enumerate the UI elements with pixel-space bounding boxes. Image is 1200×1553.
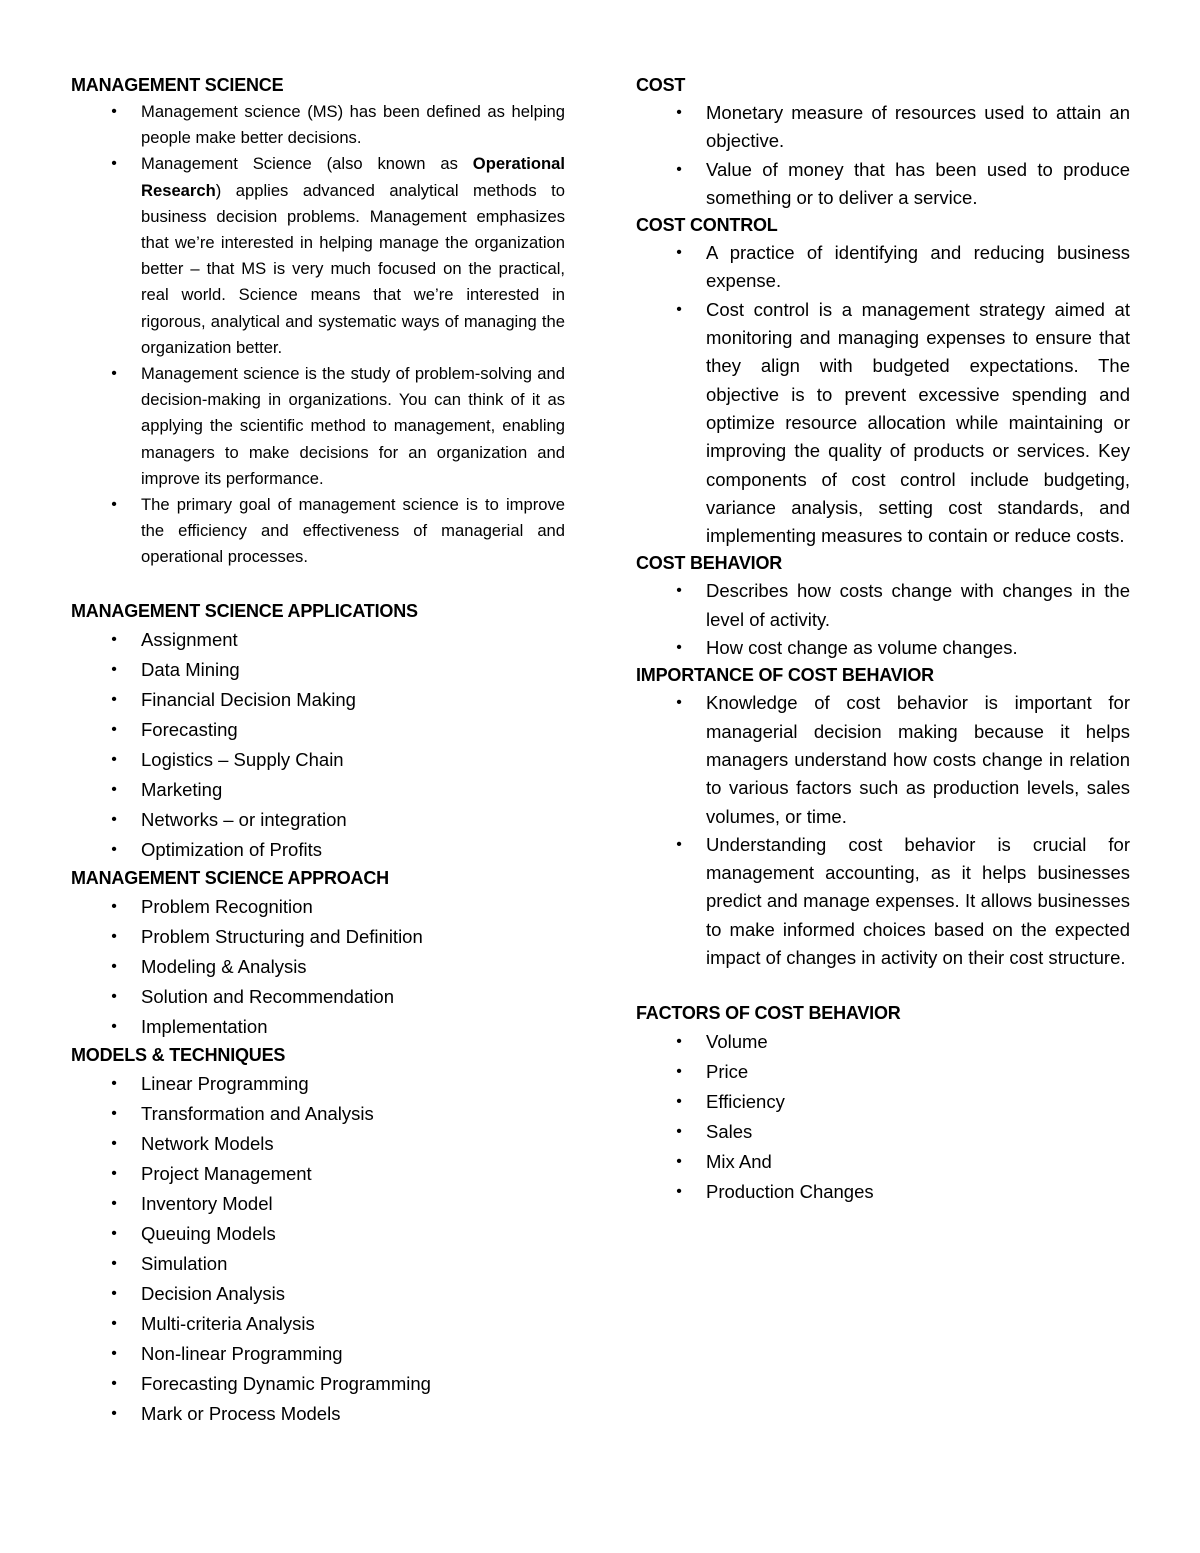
list-item: • Price xyxy=(636,1057,1130,1087)
list-item: • Linear Programming xyxy=(71,1069,565,1099)
left-column xyxy=(71,72,565,1429)
heading-cost-control: COST CONTROL xyxy=(636,215,778,236)
list-item: • Queuing Models xyxy=(71,1219,565,1249)
bullet-icon: • xyxy=(111,897,117,915)
list-item: • Production Changes xyxy=(636,1177,1130,1207)
list-item: • Forecasting Dynamic Programming xyxy=(71,1369,565,1399)
bullet-icon: • xyxy=(676,160,682,178)
list-item: • Describes how costs change with changes in the level of activity. xyxy=(636,577,1130,634)
list-item: • Forecasting xyxy=(71,715,565,745)
applications-list xyxy=(71,625,565,865)
bullet-icon: • xyxy=(676,1063,682,1081)
bullet-icon: • xyxy=(676,582,682,600)
list-item: • Implementation xyxy=(71,1012,565,1042)
bullet-icon: • xyxy=(111,987,117,1005)
bullet-icon: • xyxy=(111,1074,117,1092)
heading-importance: IMPORTANCE OF COST BEHAVIOR xyxy=(636,665,934,686)
bullet-icon: • xyxy=(111,1104,117,1122)
list-item: • Mix And xyxy=(636,1147,1130,1177)
list-item: • Optimization of Profits xyxy=(71,835,565,865)
list-item: • Data Mining xyxy=(71,655,565,685)
bullet-icon: • xyxy=(676,1093,682,1111)
list-item: • Project Management xyxy=(71,1159,565,1189)
bullet-icon: • xyxy=(111,1314,117,1332)
heading-cost: COST xyxy=(636,75,686,95)
bullet-icon: • xyxy=(676,300,682,318)
list-item: • Non-linear Programming xyxy=(71,1339,565,1369)
list-item: • Modeling & Analysis xyxy=(71,952,565,982)
bullet-icon: • xyxy=(111,660,117,678)
heading-management-science: MANAGEMENT SCIENCE xyxy=(71,75,284,95)
bullet-icon: • xyxy=(111,155,117,173)
bullet-icon: • xyxy=(111,1254,117,1272)
heading-models: MODELS & TECHNIQUES xyxy=(71,1044,286,1065)
bullet-icon: • xyxy=(111,840,117,858)
list-item: • Networks – or integration xyxy=(71,805,565,835)
right-column xyxy=(636,72,1130,1207)
list-item: • Understanding cost behavior is crucial for management accounting, as it helps businesses predict and manage expenses. It allows businesses to make informed choices based on the expected impact of changes in activity on their cost structure. xyxy=(636,831,1130,972)
list-item: • Network Models xyxy=(71,1129,565,1159)
list-item: • Multi-criteria Analysis xyxy=(71,1309,565,1339)
models-list xyxy=(71,1069,565,1429)
bullet-icon: • xyxy=(111,690,117,708)
heading-applications: MANAGEMENT SCIENCE APPLICATIONS xyxy=(71,600,418,621)
bullet-icon: • xyxy=(676,1033,682,1051)
list-item: • Management science (MS) has been defined as helping people make better decisions. xyxy=(71,99,565,151)
list-item: • Solution and Recommendation xyxy=(71,982,565,1012)
bullet-icon: • xyxy=(676,1183,682,1201)
list-item: • Efficiency xyxy=(636,1087,1130,1117)
list-item: • Decision Analysis xyxy=(71,1279,565,1309)
bold-term: Operational Research xyxy=(141,154,565,200)
bullet-icon: • xyxy=(111,927,117,945)
bullet-icon: • xyxy=(111,1374,117,1392)
bullet-icon: • xyxy=(676,1153,682,1171)
bullet-icon: • xyxy=(111,1224,117,1242)
bullet-icon: • xyxy=(676,835,682,853)
list-item: • Inventory Model xyxy=(71,1189,565,1219)
approach-list xyxy=(71,892,565,1042)
bullet-icon: • xyxy=(111,630,117,648)
factors-list xyxy=(636,1027,1130,1207)
list-item: • Problem Recognition xyxy=(71,892,565,922)
bullet-icon: • xyxy=(111,365,117,383)
bullet-icon: • xyxy=(111,1284,117,1302)
bullet-icon: • xyxy=(111,1404,117,1422)
list-item: • Management science is the study of problem-solving and decision-making in organizations. You can think of it as applying the scientific method to management, enabling managers to make decisions for an organization and improve its performance. xyxy=(71,361,565,492)
cost-behavior-list xyxy=(636,577,1130,662)
list-item: • Logistics – Supply Chain xyxy=(71,745,565,775)
bullet-icon: • xyxy=(111,1017,117,1035)
heading-approach: MANAGEMENT SCIENCE APPROACH xyxy=(71,867,389,888)
heading-cost-behavior: COST BEHAVIOR xyxy=(636,553,783,574)
bullet-icon: • xyxy=(111,780,117,798)
list-item: • Management Science (also known as Operational Research) applies advanced analytical methods to business decision problems. Management emphasizes that we’re interested in helping manage the organization better – that MS is very much focused on the practical, real world. Science means that we’re interested in rigorous, analytical and systematic ways of managing the organization better. xyxy=(71,151,565,361)
list-item: • Simulation xyxy=(71,1249,565,1279)
bullet-icon: • xyxy=(111,957,117,975)
heading-factors: FACTORS OF COST BEHAVIOR xyxy=(636,1003,901,1024)
management-science-list xyxy=(71,99,565,571)
list-item: • Financial Decision Making xyxy=(71,685,565,715)
bullet-icon: • xyxy=(111,750,117,768)
cost-control-list xyxy=(636,239,1130,550)
cost-list xyxy=(636,99,1130,212)
list-item: • Knowledge of cost behavior is important for managerial decision making because it helps managers understand how costs change in relation to various factors such as production levels, sales volumes, or time. xyxy=(636,689,1130,830)
bullet-icon: • xyxy=(111,103,117,120)
bullet-icon: • xyxy=(676,694,682,712)
list-item: • Problem Structuring and Definition xyxy=(71,922,565,952)
bullet-icon: • xyxy=(676,1123,682,1141)
list-item: • Marketing xyxy=(71,775,565,805)
bullet-icon: • xyxy=(111,1134,117,1152)
bullet-icon: • xyxy=(111,720,117,738)
bullet-icon: • xyxy=(111,1344,117,1362)
list-item: • Mark or Process Models xyxy=(71,1399,565,1429)
list-item: • The primary goal of management science is to improve the efficiency and effectiveness of managerial and operational processes. xyxy=(71,492,565,571)
list-item: • Cost control is a management strategy aimed at monitoring and managing expenses to ensure that they align with budgeted expectations. The objective is to prevent excessive spending and optimize resource allocation while maintaining or improving the quality of products or services. Key components of cost control include budgeting, variance analysis, setting cost standards, and implementing measures to contain or reduce costs. xyxy=(636,296,1130,551)
list-item: • Value of money that has been used to produce something or to deliver a service. xyxy=(636,156,1130,213)
bullet-icon: • xyxy=(111,810,117,828)
bullet-icon: • xyxy=(111,1194,117,1212)
list-item: • Sales xyxy=(636,1117,1130,1147)
list-item: • Volume xyxy=(636,1027,1130,1057)
list-item: • Monetary measure of resources used to attain an objective. xyxy=(636,99,1130,156)
bullet-icon: • xyxy=(111,496,117,514)
bullet-icon: • xyxy=(111,1164,117,1182)
bullet-icon: • xyxy=(676,639,682,657)
list-item: • Transformation and Analysis xyxy=(71,1099,565,1129)
bullet-icon: • xyxy=(676,244,682,262)
list-item: • Assignment xyxy=(71,625,565,655)
list-item: • How cost change as volume changes. xyxy=(636,634,1130,662)
list-item: • A practice of identifying and reducing business expense. xyxy=(636,239,1130,296)
bullet-icon: • xyxy=(676,104,682,121)
importance-list xyxy=(636,689,1130,972)
